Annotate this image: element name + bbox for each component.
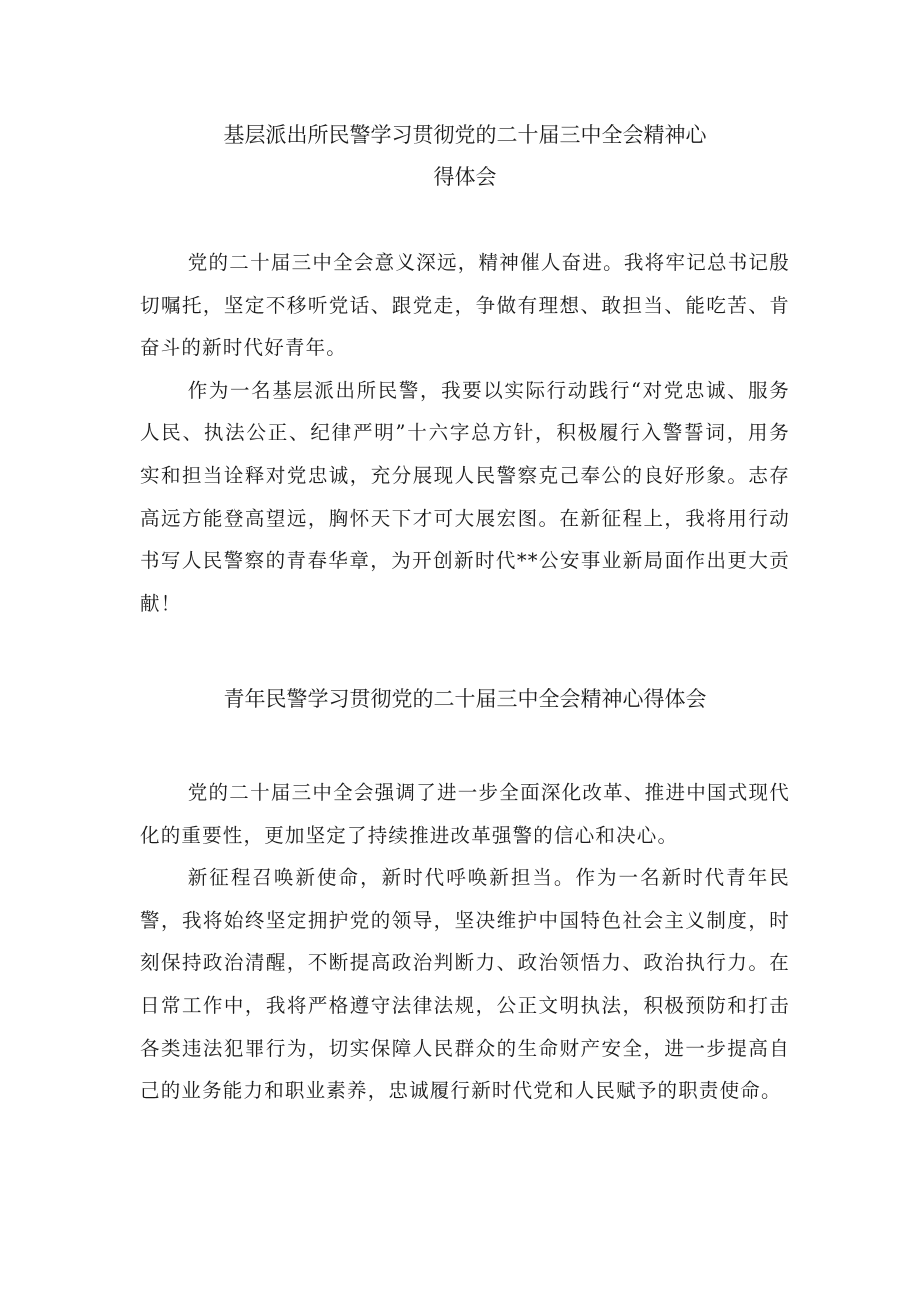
article-1-paragraph-1: 党的二十届三中全会意义深远，精神催人奋进。我将牢记总书记殷切嘱托，坚定不移听党话、跟党走，争做有理想、敢担当、能吃苦、肯奋斗的新时代好青年。 (140, 251, 790, 360)
article-1 (140, 114, 790, 615)
article-2-title (140, 678, 790, 720)
article-2-title-line-1: 青年民警学习贯彻党的二十届三中全会精神心得体会 (223, 687, 707, 711)
article-2 (140, 678, 790, 1103)
article-2-paragraph-2: 新征程召唤新使命，新时代呼唤新担当。作为一名新时代青年民警，我将始终坚定拥护党的领导，坚决维护中国特色社会主义制度，时刻保持政治清醒，不断提高政治判断力、政治领悟力、政治执行力。在日常工作中，我将严格遵守法律法规，公正文明执法，积极预防和打击各类违法犯罪行为，切实保障人民群众的生命财产安全，进一步提高自己的业务能力和职业素养，忠诚履行新时代党和人民赋予的职责使命。 (140, 866, 790, 1103)
article-1-paragraph-2: 作为一名基层派出所民警，我要以实际行动践行“对党忠诚、服务人民、执法公正、纪律严明”十六字总方针，积极履行入警誓词，用务实和担当诠释对党忠诚，充分展现人民警察克己奉公的良好形象。志存高远方能登高望远，胸怀天下才可大展宏图。在新征程上，我将用行动书写人民警察的青春华章，为开创新时代**公安事业新局面作出更大贡献！ (140, 378, 790, 615)
article-2-paragraph-1: 党的二十届三中全会强调了进一步全面深化改革、推进中国式现代化的重要性，更加坚定了持续推进改革强警的信心和决心。 (140, 781, 790, 847)
article-1-title (140, 114, 790, 198)
article-1-title-line-2: 得体会 (433, 165, 497, 189)
article-2-body (140, 772, 790, 1113)
article-1-title-line-1: 基层派出所民警学习贯彻党的二十届三中全会精神心 (223, 123, 707, 147)
article-1-body (140, 242, 790, 625)
